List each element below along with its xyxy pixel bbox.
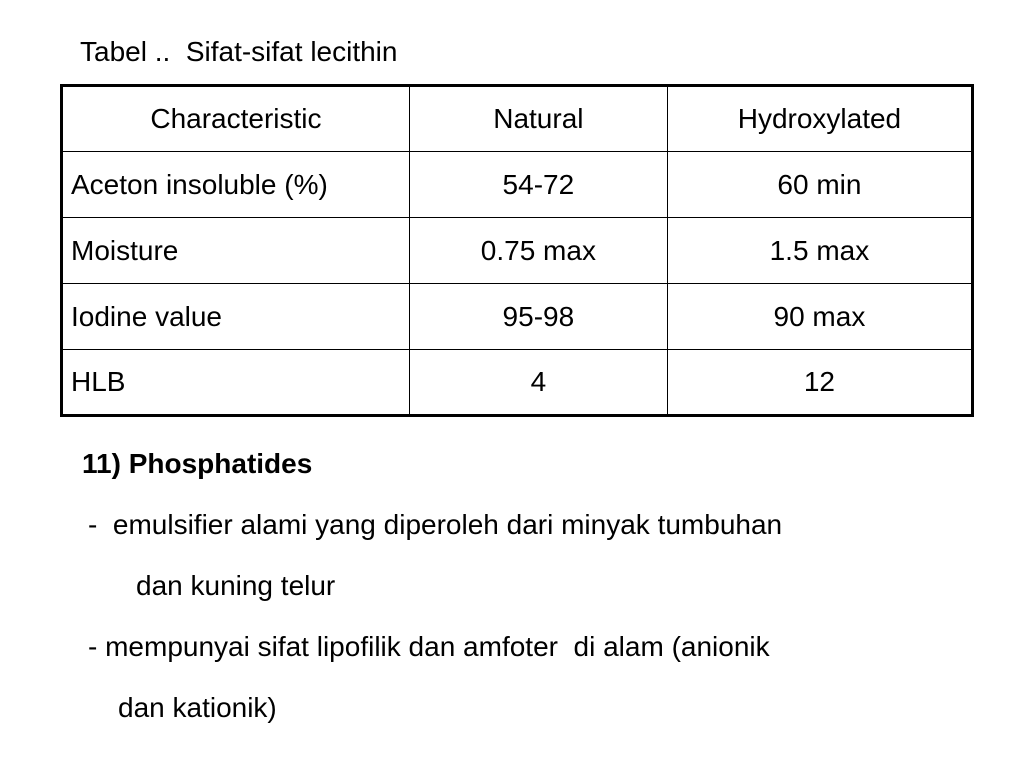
bullet-2-line-1: - mempunyai sifat lipofilik dan amfoter di alam (anionik	[88, 631, 770, 662]
cell-characteristic: Aceton insoluble (%)	[62, 152, 410, 218]
cell-characteristic: HLB	[62, 350, 410, 416]
bullet-1-line-1: - emulsifier alami yang diperoleh dari minyak tumbuhan	[88, 509, 783, 540]
cell-hydroxylated: 12	[667, 350, 972, 416]
cell-hydroxylated: 60 min	[667, 152, 972, 218]
table-row	[62, 218, 973, 284]
header-natural: Natural	[409, 86, 667, 152]
bullet-2-line-2: dan kationik)	[118, 692, 277, 723]
header-hydroxylated: Hydroxylated	[667, 86, 972, 152]
bullet-1-line-2: dan kuning telur	[136, 570, 336, 601]
cell-hydroxylated: 1.5 max	[667, 218, 972, 284]
lecithin-properties-table	[60, 84, 974, 417]
table-row	[62, 152, 973, 218]
table-row	[62, 284, 973, 350]
cell-natural: 95-98	[409, 284, 667, 350]
cell-natural: 4	[409, 350, 667, 416]
table-caption: Tabel .. Sifat-sifat lecithin	[80, 36, 398, 67]
table-row	[62, 350, 973, 416]
header-characteristic: Characteristic	[62, 86, 410, 152]
cell-characteristic: Iodine value	[62, 284, 410, 350]
cell-natural: 54-72	[409, 152, 667, 218]
cell-hydroxylated: 90 max	[667, 284, 972, 350]
cell-characteristic: Moisture	[62, 218, 410, 284]
section-title: 11) Phosphatides	[82, 448, 313, 479]
table-header-row	[62, 86, 973, 152]
cell-natural: 0.75 max	[409, 218, 667, 284]
